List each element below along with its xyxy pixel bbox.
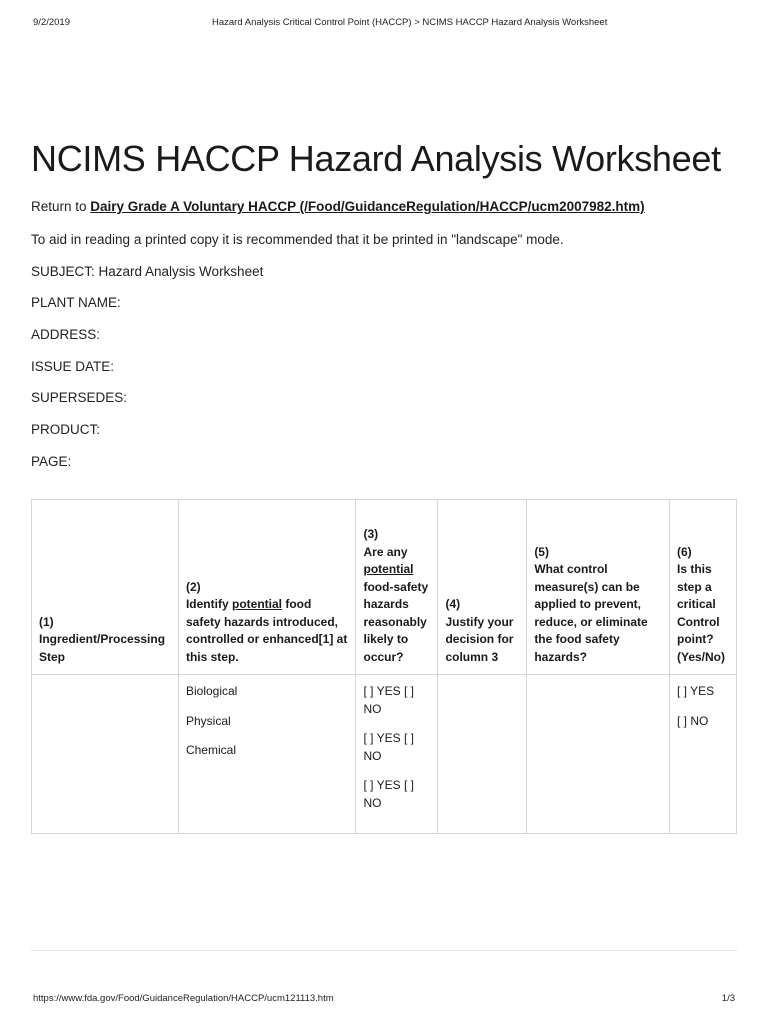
header-col3 xyxy=(356,500,438,675)
header-col1-text: Ingredient/Processing Step xyxy=(39,632,166,664)
cell-justify[interactable] xyxy=(438,675,527,834)
print-note: To aid in reading a printed copy it is recommended that it be printed in "landscape" mode. xyxy=(31,232,564,247)
print-header xyxy=(0,17,768,31)
header-col5-num: (5) xyxy=(534,544,549,559)
header-col4-num: (4) xyxy=(445,597,461,611)
header-col4-text: Justify your decision for column 3 xyxy=(445,614,514,664)
field-address: ADDRESS: xyxy=(31,327,101,342)
field-product: PRODUCT: xyxy=(31,422,101,437)
hazard-chemical: Chemical xyxy=(185,743,236,757)
page-title: NCIMS HACCP Hazard Analysis Worksheet xyxy=(31,138,721,179)
header-col6-num: (6) xyxy=(676,544,692,559)
header-col2-pre: Identify xyxy=(185,597,232,611)
header-col2 xyxy=(178,500,356,675)
cell-control-measures[interactable] xyxy=(527,675,670,834)
cell-hazards xyxy=(178,675,356,834)
likely-checkbox-chemical[interactable]: [ ] YES [ ] NO xyxy=(363,778,414,810)
field-plant-name: PLANT NAME: xyxy=(31,295,121,310)
cell-ccp xyxy=(669,675,736,834)
print-doc-title: Hazard Analysis Critical Control Point (HACCP) > NCIMS HACCP Hazard Analysis Worksheet xyxy=(212,17,608,28)
field-subject: SUBJECT: Hazard Analysis Worksheet xyxy=(31,264,264,279)
header-col5 xyxy=(527,500,670,675)
header-col2-text xyxy=(186,596,349,666)
ccp-no-checkbox[interactable]: [ ] NO xyxy=(676,713,709,728)
return-prefix: Return to xyxy=(31,199,91,214)
header-col6-text: Is this step a critical Control point? (Yes/No) xyxy=(676,562,725,664)
header-col6 xyxy=(669,500,736,675)
print-date: 9/2/2019 xyxy=(33,17,70,28)
header-col3-text xyxy=(363,544,430,667)
header-col2-post: food safety hazards introduced, controlled or enhanced[1] at this step. xyxy=(185,597,348,664)
footer-divider xyxy=(31,950,737,951)
table-header-row xyxy=(32,500,737,675)
field-supersedes: SUPERSEDES: xyxy=(31,390,128,405)
cell-likely xyxy=(356,675,438,834)
likely-checkbox-physical[interactable]: [ ] YES [ ] NO xyxy=(363,731,414,763)
return-line xyxy=(31,199,645,214)
field-page: PAGE: xyxy=(31,454,72,469)
header-col1-num: (1) xyxy=(39,614,54,629)
header-col4 xyxy=(438,500,527,675)
header-col3-post: food-safety hazards reasonably likely to occur? xyxy=(363,579,429,664)
header-col3-num: (3) xyxy=(363,527,379,541)
hazard-analysis-table xyxy=(31,499,737,834)
print-page-number: 1/3 xyxy=(721,993,735,1004)
header-col2-em: potential xyxy=(231,597,282,611)
header-col2-num: (2) xyxy=(185,579,201,594)
header-col5-text: What control measure(s) can be applied to prevent, reduce, or eliminate the food safety hazards? xyxy=(534,562,648,664)
cell-step[interactable] xyxy=(32,675,179,834)
ccp-yes-checkbox[interactable]: [ ] YES xyxy=(676,684,715,698)
print-url: https://www.fda.gov/Food/GuidanceRegulation/HACCP/ucm121113.htm xyxy=(33,993,334,1004)
table-row xyxy=(32,675,737,834)
hazard-physical: Physical xyxy=(185,713,231,728)
header-col1 xyxy=(32,500,179,675)
hazard-biological: Biological xyxy=(185,684,238,698)
header-col3-pre: Are any xyxy=(363,544,408,559)
return-link[interactable]: Dairy Grade A Voluntary HACCP (/Food/GuidanceRegulation/HACCP/ucm2007982.htm) xyxy=(90,199,645,214)
likely-checkbox-biological[interactable]: [ ] YES [ ] NO xyxy=(363,684,414,716)
field-issue-date: ISSUE DATE: xyxy=(31,359,115,374)
header-col3-em: potential xyxy=(363,562,414,576)
